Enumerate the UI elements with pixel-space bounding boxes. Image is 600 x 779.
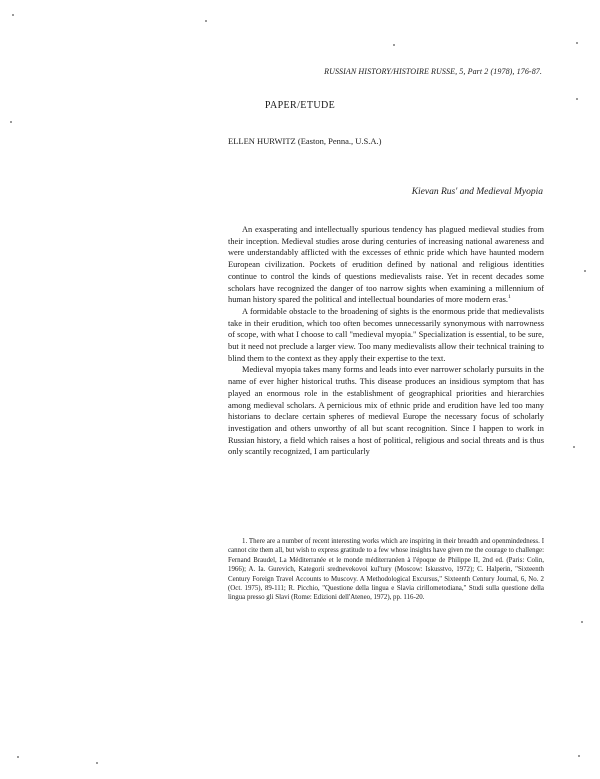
paragraph-text: An exasperating and intellectually spurious tendency has plagued medieval studies from their inception. Medieval studies arose during centuries of increasing national awareness and were understandably afflicted with the excesses of ethnic pride which have haunted modern European civilization. Pockets of erudition defined by national and religious identities continue to control the kinds of questions medievalists raise. Yet in recent decades some scholars have recognized the danger of too narrow sights when examining a millennium of human history spared the political and intellectual boundaries of more modern eras. [228, 225, 544, 305]
scan-speck [17, 756, 19, 758]
footnote-text: 1. There are a number of recent interesting works which are inspiring in their breadth and openmindedness. I cannot cite them all, but wish to express gratitude to a few whose insights have given me the courage to challenge: Fernand Braudel, La Méditerranée et le monde méditerranéen à l'époque de Philippe II, 2nd ed. (Paris: Colin, 1966); A. Ia. Gurevich, Kategorii srednevekovoi kul'tury (Moscow: Iskusstvo, 1972); C. Halperin, "Sixteenth Century Foreign Travel Accounts to Muscovy. A Methodological Excursus," Sixteenth Century Journal, 6, No. 2 (Oct. 1975), 89-111; R. Picchio, "Questione della lingua e Slavia cirillometodiana," Studi sulla questione della lingua presso gli Slavi (Rome: Edizioni dell'Ateneo, 1972), pp. 116-20. [228, 538, 544, 602]
running-head: RUSSIAN HISTORY/HISTOIRE RUSSE, 5, Part 2 (1978), 176-87. [324, 67, 542, 76]
paragraph: Medieval myopia takes many forms and leads into ever narrower scholarly pursuits in the name of ever higher historical truths. This disease produces an insidious symptom that has played an enormous role in the establishment of geographical priorities and hierarchies among medieval scholars. A pernicious mix of ethnic pride and erudition have led too many historians to declare certain spheres of medieval Europe the necessary focus of scholarly investigation and others unworthy of all but scant recognition. Since I happen to work in Russian history, a field which raises a host of political, religious and social threats and is thus only scantily recognized, I am particularly [228, 365, 544, 457]
scan-speck [584, 270, 586, 272]
footnote-ref: 1 [508, 294, 511, 301]
scan-speck [576, 42, 578, 44]
footnote [228, 537, 544, 603]
scan-speck [573, 446, 575, 448]
scan-speck [205, 20, 207, 22]
scan-speck [581, 621, 583, 623]
paragraph: A formidable obstacle to the broadening of sights is the enormous pride that medievalists take in their erudition, which too often becomes unnecessarily synonymous with narrowness of scope, with what I choose to call "medieval myopia." Specialization is essential, to be sure, but it need not preclude a larger view. Too many medievalists allow their technical training to blind them to the context as they apply their expertise to the text. [228, 306, 544, 363]
scan-speck [12, 14, 14, 16]
author-line: ELLEN HURWITZ (Easton, Penna., U.S.A.) [228, 136, 382, 146]
paragraph [228, 224, 544, 306]
scan-speck [96, 762, 98, 764]
scan-speck [578, 755, 580, 757]
scan-speck [393, 44, 395, 46]
article-title: Kievan Rus' and Medieval Myopia [411, 187, 543, 197]
body-text [228, 224, 544, 458]
scan-speck [10, 121, 12, 123]
section-title: PAPER/ETUDE [264, 100, 336, 111]
